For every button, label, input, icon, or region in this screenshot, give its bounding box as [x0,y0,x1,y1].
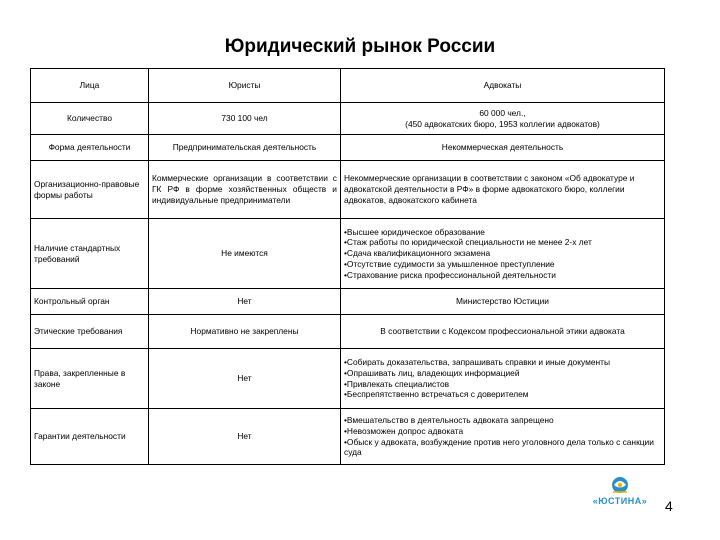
table-row [31,315,665,349]
legal-forms-lawyers: Коммерческие организации в соответствии с ГК РФ в форме хозяйственных обществ и индивидуальные предприниматели [149,161,341,219]
form-advocates: Некоммерческая деятельность [341,135,665,161]
control-lawyers: Нет [149,289,341,315]
list-item: •Сдача квалификационного экзамена [344,248,491,259]
header-persons: Лица [31,69,149,103]
row-label-rights: Права, закрепленные в законе [31,349,149,409]
guarantees-lawyers: Нет [149,409,341,465]
list-item: •Отсутствие судимости за умышленное преступление [344,258,555,269]
list-item: •Собирать доказательства, запрашивать справки и иные документы [344,357,610,367]
count-advocates [341,103,665,135]
row-label-control: Контрольный орган [31,289,149,315]
list-item: •Невозможен допрос адвоката [344,425,464,436]
ethics-advocates: В соответствии с Кодексом профессиональной этики адвоката [341,315,665,349]
table-row [31,135,665,161]
page-number: 4 [665,498,673,514]
table-row [31,103,665,135]
row-label-legal-forms: Организационно-правовые формы работы [31,161,149,219]
list-item: •Опрашивать лиц, владеющих информацией [344,367,520,378]
count-advocates-line1: 60 000 чел., [479,107,526,118]
row-label-form: Форма деятельности [31,135,149,161]
rights-advocates [341,349,665,409]
legal-forms-advocates: Некоммерческие организации в соответствии с законом «Об адвокатуре и адвокатской деятельности в РФ» в форме адвокатского бюро, коллегии адвокатов, адвокатского кабинета [341,161,665,219]
guarantees-advocates [341,409,665,465]
header-lawyers: Юристы [149,69,341,103]
table-row [31,289,665,315]
row-label-guarantees: Гарантии деятельности [31,409,149,465]
table-header-row [31,69,665,103]
row-label-standards: Наличие стандартных требований [31,219,149,289]
list-item: •Вмешательство в деятельность адвоката запрещено [344,415,554,425]
table-row [31,409,665,465]
table-row [31,219,665,289]
table-row [31,349,665,409]
header-advocates: Адвокаты [341,69,665,103]
rights-lawyers: Нет [149,349,341,409]
table-row [31,161,665,219]
row-label-ethics: Этические требования [31,315,149,349]
justina-logo [580,476,660,522]
list-item: •Беспрепятственно встречаться с доверителем [344,389,529,400]
list-item: •Высшее юридическое образование [344,226,485,237]
standards-lawyers: Не имеются [149,219,341,289]
comparison-table [30,68,665,465]
list-item: •Привлекать специалистов [344,378,450,389]
count-lawyers: 730 100 чел [149,103,341,135]
standards-advocates [341,219,665,289]
count-advocates-line2: (450 адвокатских бюро, 1953 коллегии адвокатов) [405,118,600,129]
ethics-lawyers: Нормативно не закреплены [149,315,341,349]
page-title: Юридический рынок России [224,36,496,57]
control-advocates: Министерство Юстиции [341,289,665,315]
list-item: •Страхование риска профессиональной деятельности [344,269,556,280]
list-item: •Стаж работы по юридической специальности не менее 2-х лет [344,237,592,248]
logo-text: «ЮСТИНА» [592,496,648,506]
form-lawyers: Предпринимательская деятельность [149,135,341,161]
list-item: •Обыск у адвоката, возбуждение против него уголовного дела только с санкции суда [344,436,654,458]
row-label-count: Количество [31,103,149,135]
